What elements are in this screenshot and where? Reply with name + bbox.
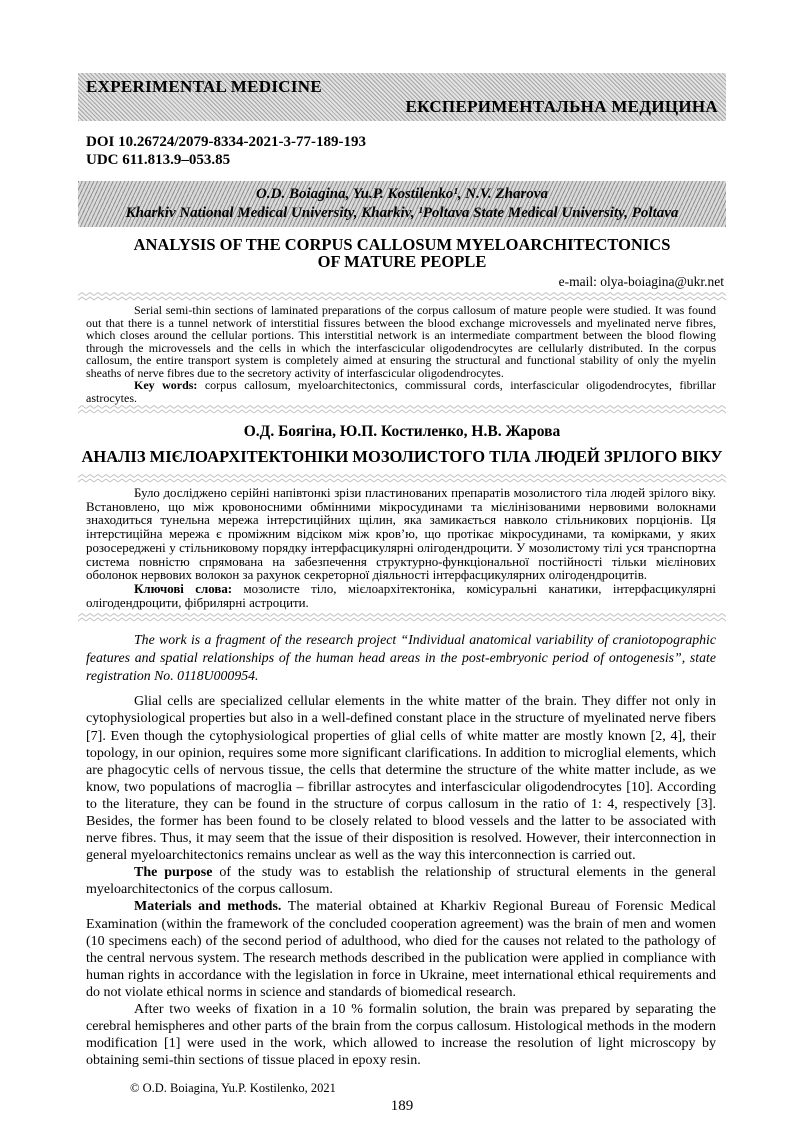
article-body	[86, 693, 716, 1069]
keywords-en	[86, 379, 716, 404]
affiliations-en: Kharkiv National Medical University, Kharkiv, ¹Poltava State Medical University, Poltava	[125, 205, 679, 221]
paragraph-text: The material obtained at Kharkiv Regional Bureau of Forensic Medical Examination (within the framework of the concluded cooperation agreement) was the brain of men and women (10 specimens each) of the second period of adulthood, who died for the causes not related to the pathology of the central nervous system. The research methods described in the publication were applied in compliance with human rights in accordance with the legislation in force in Ukraine, meet international ethical requirements and do not violate ethical norms in science and standards of biomedical research.	[86, 899, 716, 1000]
body-paragraph	[86, 898, 716, 1001]
email-line: e-mail: olya-boiagina@ukr.net	[558, 274, 724, 289]
keywords-en-text: corpus callosum, myeloarchitectonics, commissural cords, interfascicular oligodendrocytes, fibrillar astrocytes.	[86, 378, 716, 405]
body-paragraph	[86, 1001, 716, 1069]
page-content	[78, 73, 726, 1114]
article-title-en	[78, 236, 726, 270]
article-identifiers	[86, 134, 716, 169]
zigzag-divider	[78, 474, 726, 483]
abstract-en	[86, 304, 716, 404]
section-title-en: EXPERIMENTAL MEDICINE	[86, 77, 322, 96]
paragraph-text: of the study was to establish the relationship of structural elements in the general myeloarchitectonics of the corpus callosum.	[86, 865, 717, 898]
zigzag-divider	[78, 613, 726, 622]
body-paragraph	[86, 864, 716, 898]
page-number: 189	[390, 1098, 414, 1115]
copyright-line: © O.D. Boiagina, Yu.P. Kostilenko, 2021	[130, 1081, 336, 1096]
authors-en: O.D. Boiagina, Yu.P. Kostilenko¹, N.V. Zharova	[256, 186, 548, 202]
project-note-text: The work is a fragment of the research project “Individual anatomical variability of craniotopographic features and spatial relationships of the human head areas in the post-embryonic period of ontogenesis”, state registration No. 0118U000954.	[86, 632, 716, 684]
section-title-uk: ЕКСПЕРИМЕНТАЛЬНА МЕДИЦИНА	[405, 97, 718, 116]
abstract-uk-text: Було досліджено серійні напівтонкі зрізи пластинованих препаратів мозолистого тіла людей зрілого віку. Встановлено, що між кровоносними обмінними мікросудинами та мієлінізованими нервовими волокнами знаходиться тунельна мережа інтерстиційних щілин, яка замикається навколо стільникових порціонів. Ця інтерстиційна мережа є проміжним відсіком між кров’ю, що протікає мікросудинами, та комірками, у яких розосереджені у стільниковому порядку інтерфасцикулярні олігодендроцити. У мозолистому тілі уся транспортна система повністю спрямована на забезпечення структурно-функціональної постійності тільки мієлінових оболонок нервових волокон за рахунок секреторної діяльності інтерфасцикулярних олігодендроцитів.	[86, 486, 716, 583]
project-note	[86, 631, 716, 685]
udc-line: UDC 611.813.9–053.85	[86, 151, 231, 168]
zigzag-divider	[78, 405, 726, 414]
paragraph-text: After two weeks of fixation in a 10 % formalin solution, the brain was prepared by separating the cerebral hemispheres and other parts of the brain from the corpus callosum. Histological methods in the modern modification [1] were used in the work, which allowed to increase the resolution of light microscopy by obtaining semi-thin sections of tissue placed in epoxy resin.	[86, 1002, 716, 1069]
article-title-en-line1: ANALYSIS OF THE CORPUS CALLOSUM MYELOARCHITECTONICS	[133, 235, 671, 254]
paragraph-lead: The purpose	[134, 865, 213, 881]
keywords-uk-text: мозолисте тіло, мієлоархітектоніка, комісуральні канатики, інтерфасцикулярні олігодендроцити, фібрилярні астроцити.	[86, 581, 717, 610]
keywords-en-label: Key words:	[134, 378, 198, 392]
paragraph-lead: Materials and methods.	[134, 899, 282, 915]
keywords-uk-label: Ключові слова:	[134, 581, 233, 596]
keywords-uk	[86, 583, 716, 610]
zigzag-divider	[78, 292, 726, 301]
abstract-en-text: Serial semi-thin sections of laminated preparations of the corpus callosum of mature people were studied. It was found out that there is a tunnel network of interstitial fissures between the blood exchange microvessels and myelinated nerve fibres, which closes around the cellular portions. This interstitial network is an intermediate compartment between the blood flowing through the microvessels and the cells in which the interfascicular oligodendrocytes are cellularly distributed. In the corpus callosum, the entire transport system is completely aimed at ensuring the structural and functional stability of only the myelin sheaths of nerve fibres due to the secretory activity of interfascicular oligodendrocytes.	[86, 303, 716, 380]
doi-line: DOI 10.26724/2079-8334-2021-3-77-189-193	[86, 134, 366, 150]
article-title-en-line2: OF MATURE PEOPLE	[317, 252, 487, 271]
section-header-band	[78, 73, 726, 121]
abstract-uk	[86, 487, 716, 610]
authors-uk: О.Д. Боягіна, Ю.П. Костиленко, Н.В. Жарова	[243, 423, 561, 440]
paragraph-text: Glial cells are specialized cellular elements in the white matter of the brain. They differ not only in cytophysiological properties but also in a well-defined constant place in the structure of myelinated nerve fibers [7]. Even though the cytophysiological properties of glial cells of white matter are mostly known [2, 4], their topology, in our opinion, requires some more significant clarifications. In addition to microglial elements, which are phagocytic cells of nervous tissue, the cells that determine the structure of the white matter include, as we know, two populations of macroglia – fibrillar astrocytes and interfascicular oligodendrocytes [10]. According to the literature, they can be found in the structure of corpus callosum in the ratio of 1: 4, respectively [3]. Besides, the former has been found to be closely related to blood vessels and the latter to be associated with nerve fibres. Thus, it may seem that the issue of their disposition is resolved. However, their interconnection in general myeloarchitectonics remains unclear as well as the way this interconnection is carried out.	[86, 694, 716, 864]
authors-band	[78, 181, 726, 227]
body-paragraph	[86, 693, 716, 864]
article-title-uk: АНАЛІЗ МІЄЛОАРХІТЕКТОНІКИ МОЗОЛИСТОГО ТІЛА ЛЮДЕЙ ЗРІЛОГО ВІКУ	[81, 447, 723, 466]
